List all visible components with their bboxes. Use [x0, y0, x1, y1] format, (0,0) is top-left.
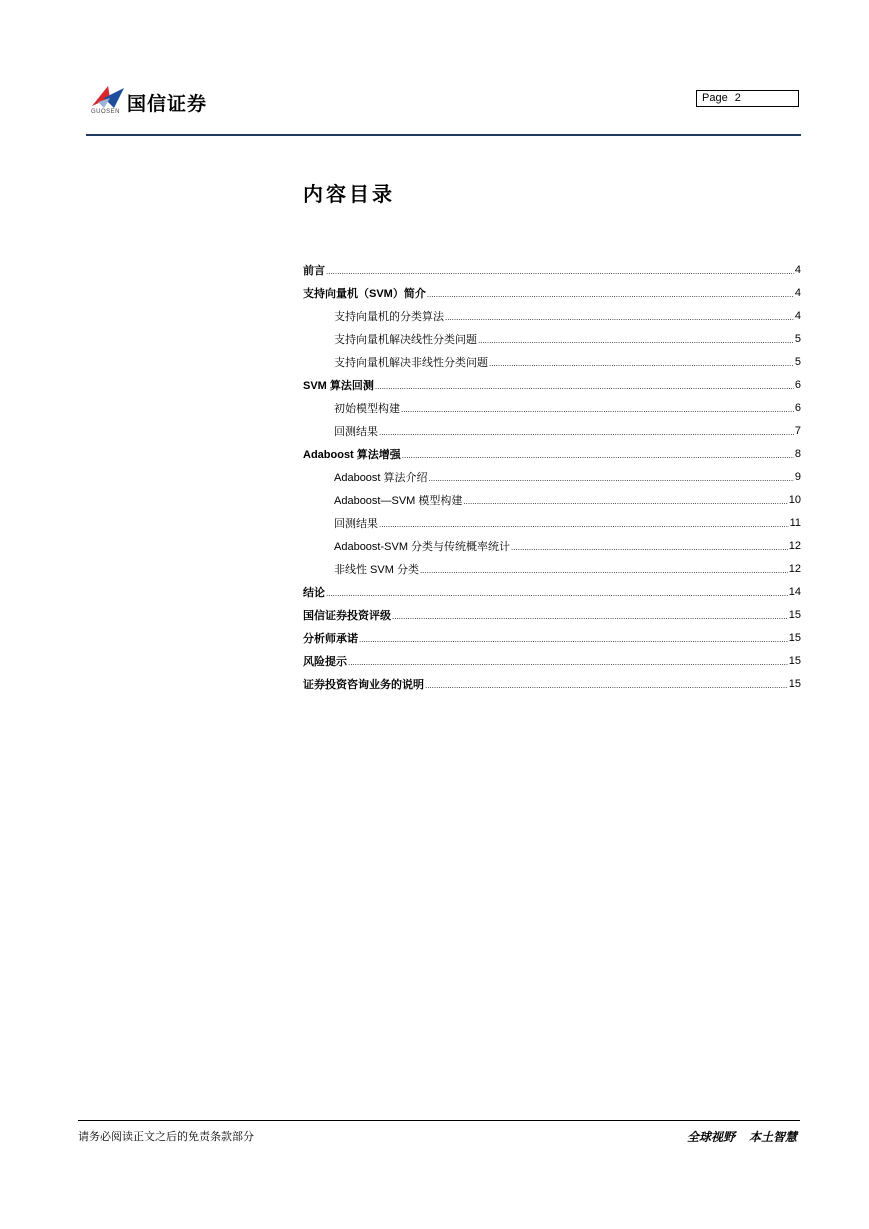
toc-leader-dots	[375, 382, 794, 391]
toc-entry-page: 12	[788, 562, 801, 575]
toc-leader-dots	[326, 589, 788, 598]
toc-entry-label: 支持向量机解决线性分类问题	[334, 333, 477, 346]
toc-leader-dots	[420, 566, 788, 575]
toc-leader-dots	[478, 336, 794, 345]
toc-entry-label: SVM 算法回测	[303, 379, 374, 392]
toc-entry-label: Adaboost 算法介绍	[334, 471, 428, 484]
toc-entry-page: 15	[788, 677, 801, 690]
toc-entry-label: Adaboost—SVM 模型构建	[334, 494, 463, 507]
toc-entry-page: 6	[794, 378, 801, 391]
toc-entry-label: 结论	[303, 586, 325, 599]
toc-entry[interactable]	[303, 603, 801, 626]
toc-entry[interactable]	[303, 373, 801, 396]
toc-entry-label: 风险提示	[303, 655, 347, 668]
toc-leader-dots	[326, 267, 794, 276]
toc-entry[interactable]	[303, 649, 801, 672]
toc-entry-page: 15	[788, 631, 801, 644]
toc-entry-page: 4	[794, 309, 801, 322]
page-indicator	[696, 90, 799, 107]
toc-entry-label: 回测结果	[334, 425, 378, 438]
page-number: 2	[734, 92, 741, 104]
logo-text: 国信证券	[127, 93, 208, 115]
toc-leader-dots	[511, 543, 788, 552]
footer-divider	[78, 1120, 800, 1121]
toc-entry-label: 非线性 SVM 分类	[334, 563, 419, 576]
toc-leader-dots	[429, 474, 794, 483]
toc-entry-page: 4	[794, 286, 801, 299]
toc-entry[interactable]	[303, 350, 801, 373]
toc-entry-label: 分析师承诺	[303, 632, 358, 645]
toc-entry-label: 支持向量机解决非线性分类问题	[334, 356, 488, 369]
toc-entry[interactable]	[303, 465, 801, 488]
toc-entry-label: 支持向量机的分类算法	[334, 310, 444, 323]
toc-leader-dots	[379, 428, 794, 437]
toc-leader-dots	[359, 635, 788, 644]
toc-leader-dots	[445, 313, 794, 322]
toc-entry-page: 7	[794, 424, 801, 437]
toc-leader-dots	[463, 497, 787, 506]
toc-entry-page: 4	[794, 263, 801, 276]
toc-entry[interactable]	[303, 626, 801, 649]
toc-entry[interactable]	[303, 258, 801, 281]
toc-entry-page: 12	[788, 539, 801, 552]
logo-mark-icon	[90, 84, 126, 110]
toc-entry-label: 国信证券投资评级	[303, 609, 391, 622]
toc-entry-label: Adaboost 算法增强	[303, 448, 401, 461]
toc-entry-page: 15	[788, 608, 801, 621]
toc-entry[interactable]	[303, 557, 801, 580]
toc-leader-dots	[401, 405, 794, 414]
toc-leader-dots	[392, 612, 788, 621]
toc-entry[interactable]	[303, 396, 801, 419]
page-label: Page	[702, 92, 728, 104]
toc-entry-label: 证券投资咨询业务的说明	[303, 678, 424, 691]
toc-leader-dots	[348, 658, 788, 667]
toc-entry-label: 支持向量机（SVM）简介	[303, 287, 426, 300]
toc-entry[interactable]	[303, 281, 801, 304]
table-of-contents	[303, 258, 801, 695]
logo-subtext: GUOSEN	[91, 109, 121, 115]
toc-entry[interactable]	[303, 580, 801, 603]
toc-entry-page: 9	[794, 470, 801, 483]
toc-leader-dots	[379, 520, 789, 529]
toc-entry-page: 10	[788, 493, 801, 506]
toc-leader-dots	[427, 290, 794, 299]
toc-entry[interactable]	[303, 419, 801, 442]
toc-entry-page: 5	[794, 355, 801, 368]
toc-entry[interactable]	[303, 534, 801, 557]
toc-entry-page: 5	[794, 332, 801, 345]
toc-leader-dots	[425, 681, 788, 690]
toc-entry-page: 11	[789, 516, 801, 529]
toc-entry-label: Adaboost-SVM 分类与传统概率统计	[334, 540, 511, 553]
toc-leader-dots	[489, 359, 794, 368]
toc-entry[interactable]	[303, 442, 801, 465]
toc-entry-page: 15	[788, 654, 801, 667]
toc-entry-label: 初始模型构建	[334, 402, 400, 415]
toc-entry-page: 8	[794, 447, 801, 460]
toc-entry-page: 6	[794, 401, 801, 414]
toc-entry[interactable]	[303, 511, 801, 534]
header-divider	[86, 134, 801, 136]
toc-entry-label: 回测结果	[334, 517, 378, 530]
toc-entry[interactable]	[303, 304, 801, 327]
toc-title: 内容目录	[303, 182, 395, 206]
toc-entry[interactable]	[303, 327, 801, 350]
footer-slogan	[687, 1128, 797, 1145]
toc-leader-dots	[402, 451, 794, 460]
toc-entry-page: 14	[788, 585, 801, 598]
footer-slogan-part-2: 本土智慧	[748, 1130, 797, 1144]
footer-slogan-part-1: 全球视野	[686, 1130, 735, 1144]
toc-entry[interactable]	[303, 488, 801, 511]
toc-entry-label: 前言	[303, 264, 325, 277]
footer-disclaimer: 请务必阅读正文之后的免责条款部分	[78, 1130, 254, 1143]
toc-entry[interactable]	[303, 672, 801, 695]
company-logo	[90, 84, 220, 118]
